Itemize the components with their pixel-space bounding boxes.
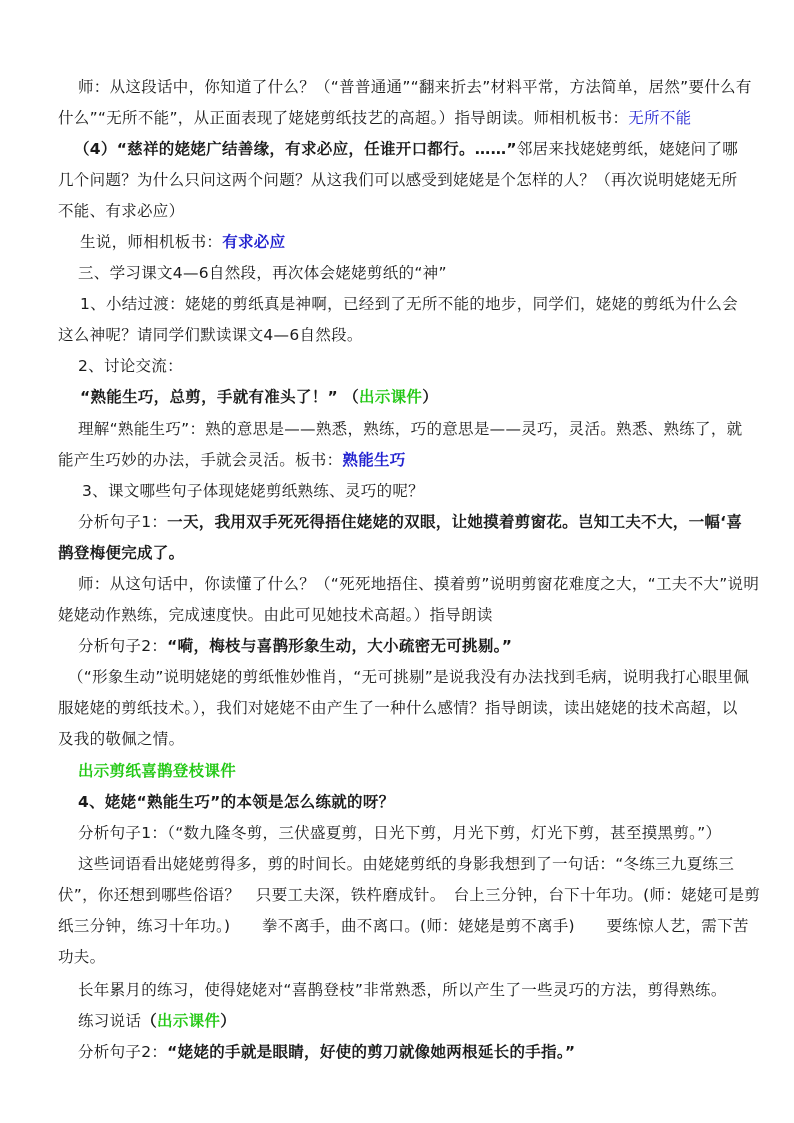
para-student-answer bbox=[80, 231, 285, 253]
item-number: （4） bbox=[74, 140, 117, 158]
para-text: 能产生巧妙的办法，手就会灵活。板书： bbox=[58, 451, 343, 469]
para-text: 练习说话 bbox=[78, 1012, 142, 1030]
quoted-sentence: “嗬，梅枝与喜鹊形象生动，大小疏密无可挑剔。” bbox=[167, 637, 513, 655]
paren-close: ） bbox=[422, 388, 439, 406]
para-question-3: 3、课文哪些句子体现姥姥剪纸熟练、灵巧的呢？ bbox=[82, 482, 424, 500]
paren-close: ） bbox=[220, 1012, 237, 1030]
para-summary-line1: 1、小结过渡：姥姥的剪纸真是神啊，已经到了无所不能的地步，同学们，姥姥的剪纸为什么会 bbox=[80, 295, 738, 313]
board-note-wusuobuneng: 无所不能 bbox=[628, 109, 692, 127]
para-question-4: 4、姥姥“熟能生巧”的本领是怎么练就的呀？ bbox=[78, 793, 395, 811]
para-teacher-question-2-line1: 师：从这句话中，你读懂了什么？（“死死地捂住、摸着剪”说明剪窗花难度之大，“工夫不大”说明 bbox=[78, 575, 760, 593]
para-discussion: 2、讨论交流： bbox=[78, 357, 183, 375]
para-item-4-line1 bbox=[74, 138, 738, 160]
para-analysis-4 bbox=[78, 1041, 575, 1063]
para-explanation-line1: （“形象生动”说明姥姥的剪纸惟妙惟肖，“无可挑剔”是说我没有办法找到毛病，说明我打心眼里佩 bbox=[68, 668, 750, 686]
quoted-sentence: 一天，我用双手死死得捂住姥姥的双眼，让她摸着剪窗花。岂知工夫不大，一幅‘喜 bbox=[167, 513, 743, 531]
analysis-label: 分析句子2： bbox=[78, 637, 168, 655]
para-text: 邻居来找姥姥剪纸，姥姥问了哪 bbox=[516, 140, 739, 158]
section-heading-3: 三、学习课文4—6自然段，再次体会姥姥剪纸的“神” bbox=[78, 264, 447, 282]
paren-open: （ bbox=[141, 1012, 158, 1030]
para-teacher-question-1-line2 bbox=[58, 107, 691, 129]
analysis-label: 分析句子1： bbox=[78, 513, 168, 531]
para-analysis-2 bbox=[78, 635, 512, 657]
quoted-sentence: “姥姥的手就是眼睛，好使的剪刀就像她两根延长的手指。” bbox=[167, 1043, 576, 1061]
para-text: 生说，师相机板书： bbox=[80, 233, 223, 251]
para-summary-line2: 这么神呢？请同学们默读课文4—6自然段。 bbox=[58, 326, 363, 344]
para-teacher-question-2-line2: 姥姥动作熟练，完成速度快。由此可见她技术高超。）指导朗读 bbox=[58, 606, 493, 624]
para-text: 什么”“无所不能”，从正面表现了姥姥剪纸技艺的高超。）指导朗读。师相机板书： bbox=[58, 109, 629, 127]
board-note-youqiubiying: 有求必应 bbox=[222, 233, 286, 251]
para-understanding-line1: 理解“熟能生巧”：熟的意思是——熟悉，熟练，巧的意思是——灵巧，灵活。熟悉、熟练了，就 bbox=[78, 420, 743, 438]
para-idioms-line2: 伏”，你还想到哪些俗语？ 只要工夫深，铁杵磨成针。 台上三分钟，台下十年功。(师：姥姥可是剪 bbox=[58, 886, 761, 904]
para-analysis-1-line1 bbox=[78, 511, 742, 533]
para-item-4-line2: 几个问题？为什么只问这两个问题？从这我们可以感受到姥姥是个怎样的人？（再次说明姥姥无所 bbox=[58, 171, 738, 189]
para-teacher-question-1-line1: 师：从这段话中，你知道了什么？（“普普通通”“翻来折去”材料平常，方法简单，居然”要什么有 bbox=[78, 78, 752, 96]
quoted-sentence: “慈祥的姥姥广结善缘，有求必应，任谁开口都行。……” bbox=[116, 140, 517, 158]
board-note-shunengshengqiao: 熟能生巧 bbox=[342, 451, 406, 469]
para-item-4-line3: 不能、有求必应） bbox=[58, 202, 185, 220]
show-papercut-courseware-link[interactable]: 出示剪纸喜鹊登枝课件 bbox=[78, 762, 237, 780]
quoted-sentence: “熟能生巧，总剪，手就有准头了！” bbox=[80, 388, 338, 406]
para-explanation-line2: 服姥姥的剪纸技术。），我们对姥姥不由产生了一种什么感情？指导朗读，读出姥姥的技术高超，以 bbox=[58, 699, 738, 717]
para-practice-summary: 长年累月的练习，使得姥姥对“喜鹊登枝”非常熟悉，所以产生了一些灵巧的方法，剪得熟练。 bbox=[78, 981, 727, 999]
para-understanding-line2 bbox=[58, 449, 406, 471]
para-idioms-line3: 纸三分钟，练习十年功。) 拳不离手，曲不离口。(师：姥姥是剪不离手) 要练惊人艺，需下苦 bbox=[58, 917, 749, 935]
para-explanation-line3: 及我的敬佩之情。 bbox=[58, 730, 185, 748]
para-speaking-practice bbox=[78, 1010, 236, 1032]
show-courseware-link[interactable]: 出示课件 bbox=[157, 1012, 221, 1030]
analysis-label: 分析句子2： bbox=[78, 1043, 168, 1061]
para-analysis-3: 分析句子1：（“数九隆冬剪，三伏盛夏剪，日光下剪，月光下剪，灯光下剪，甚至摸黑剪。”） bbox=[78, 824, 722, 842]
paren-open: （ bbox=[343, 388, 360, 406]
show-courseware-link[interactable]: 出示课件 bbox=[359, 388, 423, 406]
para-idioms-line1: 这些词语看出姥姥剪得多，剪的时间长。由姥姥剪纸的身影我想到了一句话：“冬练三九夏练三 bbox=[78, 855, 735, 873]
para-quote-shunengshengqiao bbox=[80, 386, 438, 408]
para-analysis-1-line2: 鹊登梅便完成了。 bbox=[58, 544, 185, 562]
para-idioms-line4: 功夫。 bbox=[58, 948, 106, 966]
